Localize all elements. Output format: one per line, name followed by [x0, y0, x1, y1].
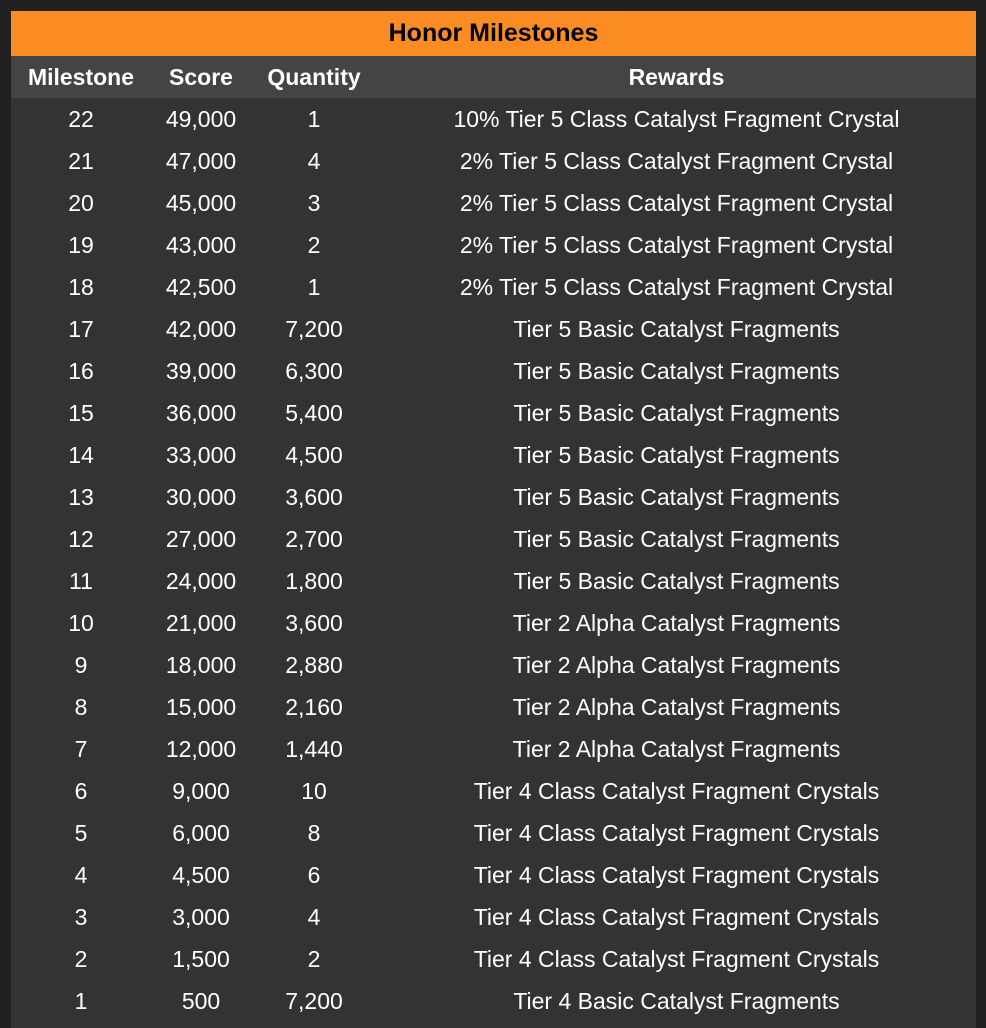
score-cell: 42,000	[165, 315, 237, 342]
quantity-cell: 3	[307, 189, 321, 216]
reward-cell: Tier 4 Basic Catalyst Fragments	[513, 987, 840, 1014]
table-header	[11, 56, 976, 98]
table-row	[11, 938, 976, 980]
score-cell: 1,500	[172, 945, 230, 972]
reward-cell: Tier 5 Basic Catalyst Fragments	[513, 315, 840, 342]
milestone-cell: 1	[74, 987, 88, 1014]
table-row	[11, 350, 976, 392]
quantity-cell: 2,880	[285, 651, 343, 678]
milestone-cell: 10	[68, 609, 94, 636]
table-row	[11, 980, 976, 1022]
table-row	[11, 266, 976, 308]
table-row	[11, 770, 976, 812]
reward-cell: Tier 2 Alpha Catalyst Fragments	[512, 735, 841, 762]
reward-cell: Tier 5 Basic Catalyst Fragments	[513, 525, 840, 552]
reward-cell: Tier 4 Class Catalyst Fragment Crystals	[473, 819, 880, 846]
milestone-cell: 17	[68, 315, 94, 342]
milestone-cell: 16	[68, 357, 94, 384]
table-row	[11, 476, 976, 518]
table-row	[11, 812, 976, 854]
quantity-cell: 2,160	[285, 693, 343, 720]
score-cell: 9,000	[172, 777, 230, 804]
quantity-cell: 2	[307, 231, 321, 258]
quantity-cell: 1	[307, 105, 321, 132]
milestone-cell: 2	[74, 945, 88, 972]
reward-cell: Tier 2 Alpha Catalyst Fragments	[512, 693, 841, 720]
quantity-cell: 1	[307, 273, 321, 300]
reward-cell: Tier 4 Class Catalyst Fragment Crystals	[473, 945, 880, 972]
milestone-cell: 8	[74, 693, 88, 720]
score-cell: 15,000	[165, 693, 237, 720]
quantity-cell: 3,600	[285, 483, 343, 510]
quantity-cell: 2	[307, 945, 321, 972]
table-row	[11, 518, 976, 560]
table-row	[11, 602, 976, 644]
milestone-cell: 21	[68, 147, 94, 174]
quantity-cell: 1,800	[285, 567, 343, 594]
score-cell: 42,500	[165, 273, 237, 300]
reward-cell: 10% Tier 5 Class Catalyst Fragment Crystal	[453, 105, 900, 132]
score-cell: 49,000	[165, 105, 237, 132]
score-cell: 39,000	[165, 357, 237, 384]
milestone-cell: 9	[74, 651, 88, 678]
table-row	[11, 308, 976, 350]
reward-cell: Tier 4 Class Catalyst Fragment Crystals	[473, 861, 880, 888]
quantity-cell: 4,500	[285, 441, 343, 468]
quantity-cell: 7,200	[285, 987, 343, 1014]
reward-cell: 2% Tier 5 Class Catalyst Fragment Crystal	[459, 189, 894, 216]
reward-cell: Tier 2 Alpha Catalyst Fragments	[512, 609, 841, 636]
score-cell: 27,000	[165, 525, 237, 552]
score-cell: 21,000	[165, 609, 237, 636]
milestone-cell: 3	[74, 903, 88, 930]
reward-cell: Tier 4 Class Catalyst Fragment Crystals	[473, 777, 880, 804]
score-cell: 33,000	[165, 441, 237, 468]
table-title: Honor Milestones	[11, 11, 976, 56]
milestones-panel	[11, 11, 976, 1028]
column-header-quantity: Quantity	[267, 63, 361, 90]
milestone-cell: 15	[68, 399, 94, 426]
reward-cell: 2% Tier 5 Class Catalyst Fragment Crystal	[459, 147, 894, 174]
reward-cell: Tier 4 Class Catalyst Fragment Crystals	[473, 903, 880, 930]
table-row	[11, 896, 976, 938]
milestone-cell: 12	[68, 525, 94, 552]
quantity-cell: 6,300	[285, 357, 343, 384]
header-row	[11, 56, 976, 98]
table-row	[11, 854, 976, 896]
score-cell: 12,000	[165, 735, 237, 762]
score-cell: 24,000	[165, 567, 237, 594]
milestone-cell: 11	[69, 567, 93, 594]
quantity-cell: 6	[307, 861, 321, 888]
reward-cell: 2% Tier 5 Class Catalyst Fragment Crystal	[459, 273, 894, 300]
table-row	[11, 140, 976, 182]
quantity-cell: 4	[307, 147, 321, 174]
milestone-cell: 4	[74, 861, 88, 888]
quantity-cell: 10	[301, 777, 327, 804]
milestone-cell: 6	[74, 777, 88, 804]
quantity-cell: 7,200	[285, 315, 343, 342]
column-header-score: Score	[169, 63, 233, 90]
milestone-cell: 19	[68, 231, 94, 258]
score-cell: 47,000	[165, 147, 237, 174]
reward-cell: Tier 5 Basic Catalyst Fragments	[513, 357, 840, 384]
table-row	[11, 182, 976, 224]
table-row	[11, 224, 976, 266]
milestone-cell: 22	[68, 105, 94, 132]
table-row	[11, 434, 976, 476]
score-cell: 4,500	[172, 861, 230, 888]
reward-cell: Tier 5 Basic Catalyst Fragments	[513, 441, 840, 468]
reward-cell: Tier 5 Basic Catalyst Fragments	[513, 567, 840, 594]
reward-cell: Tier 5 Basic Catalyst Fragments	[513, 399, 840, 426]
score-cell: 6,000	[172, 819, 230, 846]
score-cell: 3,000	[172, 903, 230, 930]
milestone-cell: 20	[68, 189, 94, 216]
table-row	[11, 686, 976, 728]
milestone-cell: 5	[74, 819, 88, 846]
score-cell: 36,000	[165, 399, 237, 426]
reward-cell: Tier 5 Basic Catalyst Fragments	[513, 483, 840, 510]
score-cell: 45,000	[165, 189, 237, 216]
table-row	[11, 728, 976, 770]
quantity-cell: 1,440	[285, 735, 343, 762]
milestone-cell: 13	[68, 483, 94, 510]
table-row	[11, 644, 976, 686]
table-row	[11, 392, 976, 434]
reward-cell: Tier 2 Alpha Catalyst Fragments	[512, 651, 841, 678]
quantity-cell: 8	[307, 819, 321, 846]
milestone-cell: 7	[74, 735, 88, 762]
score-cell: 30,000	[165, 483, 237, 510]
score-cell: 18,000	[165, 651, 237, 678]
score-cell: 500	[181, 987, 221, 1014]
column-header-rewards: Rewards	[628, 63, 725, 90]
score-cell: 43,000	[165, 231, 237, 258]
table-row	[11, 98, 976, 140]
table-body	[11, 98, 976, 1022]
reward-cell: 2% Tier 5 Class Catalyst Fragment Crystal	[459, 231, 894, 258]
table-row	[11, 560, 976, 602]
milestone-cell: 14	[68, 441, 94, 468]
quantity-cell: 4	[307, 903, 321, 930]
column-header-milestone: Milestone	[27, 63, 135, 90]
quantity-cell: 3,600	[285, 609, 343, 636]
quantity-cell: 5,400	[285, 399, 343, 426]
milestone-cell: 18	[68, 273, 94, 300]
quantity-cell: 2,700	[285, 525, 343, 552]
milestones-table	[11, 56, 976, 1022]
